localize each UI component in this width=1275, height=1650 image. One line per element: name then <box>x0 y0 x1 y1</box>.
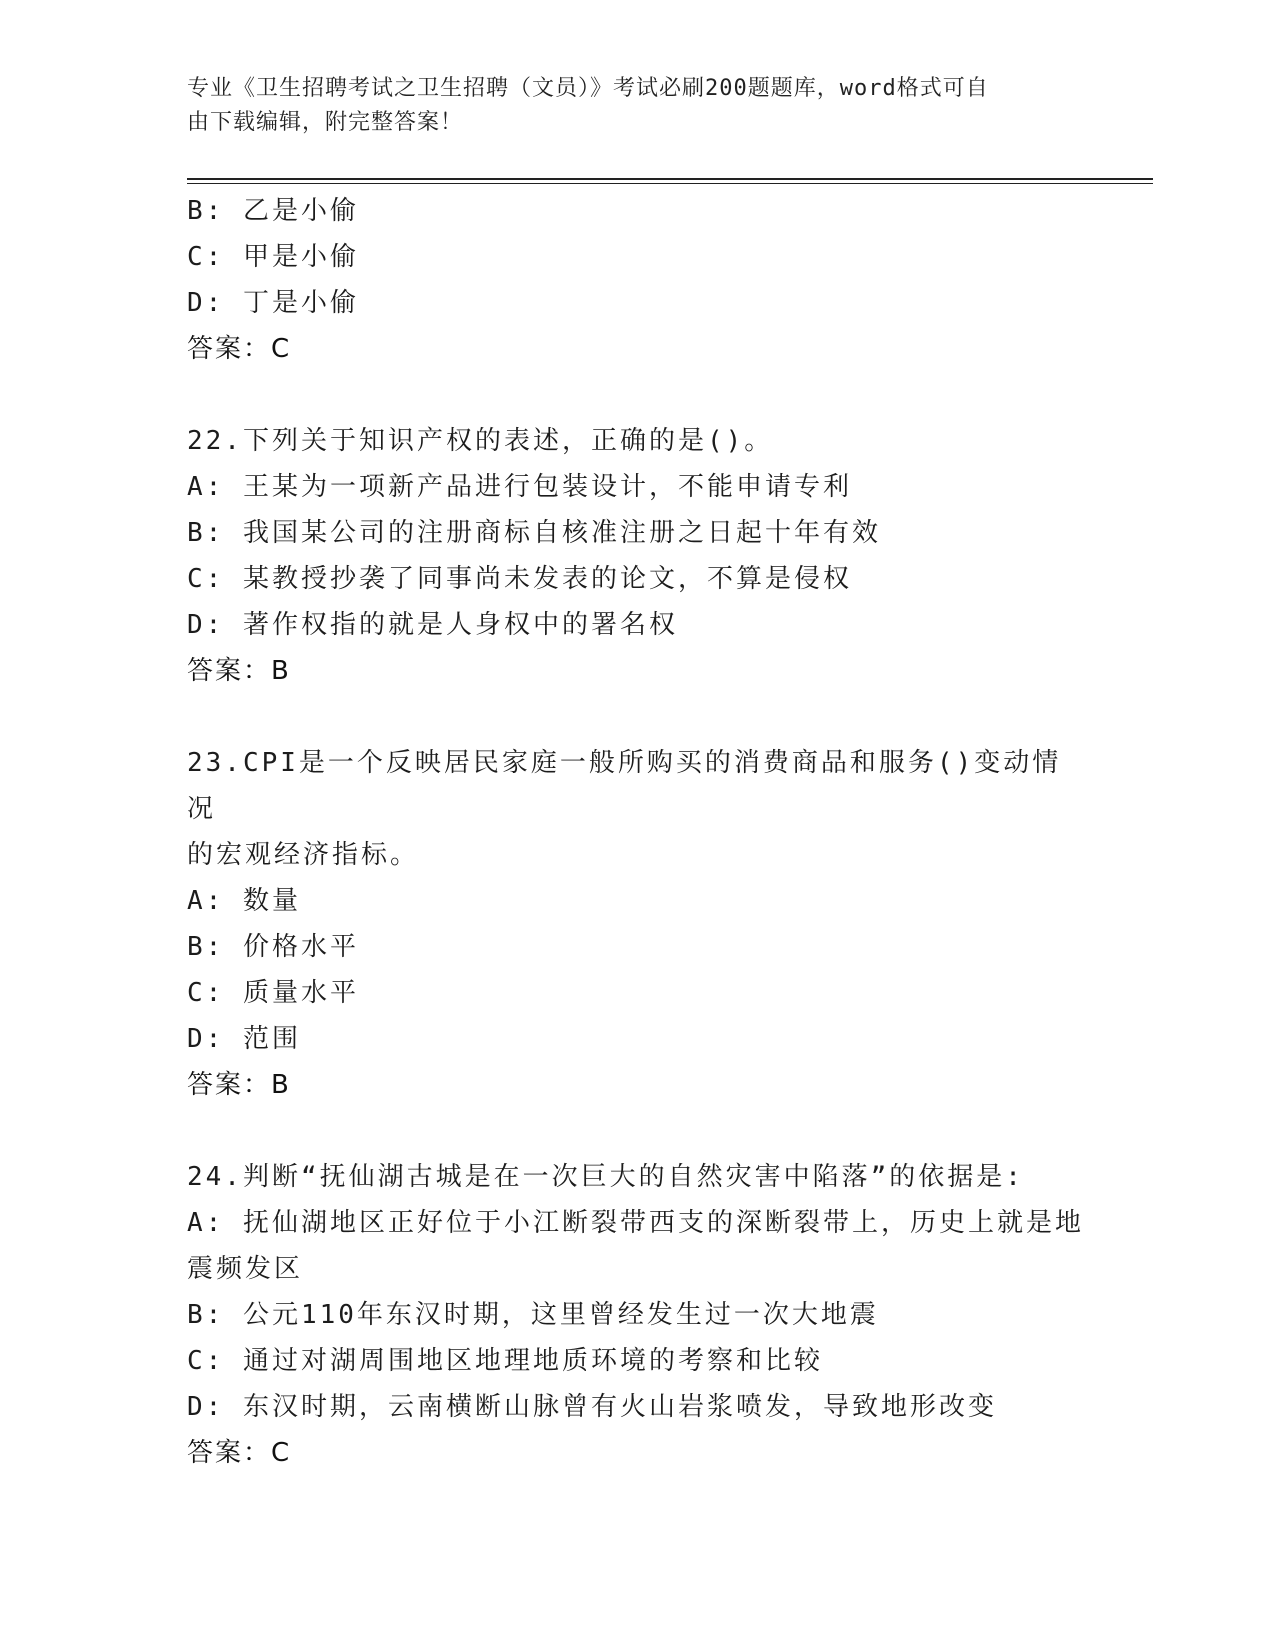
option-b: B: 我国某公司的注册商标自核准注册之日起十年有效 <box>187 518 881 548</box>
option-b: B: 乙是小偷 <box>187 196 359 226</box>
option-c: C: 质量水平 <box>187 978 359 1008</box>
option-a: A: 数量 <box>187 886 301 916</box>
question-stem-line-2: 的宏观经济指标。 <box>187 840 420 870</box>
option-a-line-1: A: 抚仙湖地区正好位于小江断裂带西支的深断裂带上，历史上就是地 <box>187 1208 1084 1238</box>
option-d: D: 著作权指的就是人身权中的署名权 <box>187 610 678 640</box>
option-a: A: 王某为一项新产品进行包装设计，不能申请专利 <box>187 472 852 502</box>
question-stem: 24.判断“抚仙湖古城是在一次巨大的自然灾害中陷落”的依据是: <box>187 1162 1024 1192</box>
question-list <box>187 188 1087 1476</box>
spacer <box>187 1108 1087 1154</box>
header-line-1: 专业《卫生招聘考试之卫生招聘（文员）》考试必刷200题题库，word格式可自 <box>187 76 989 101</box>
question-23 <box>187 740 1087 1108</box>
answer-label: 答案：C <box>187 334 292 364</box>
option-c: C: 通过对湖周围地区地理地质环境的考察和比较 <box>187 1346 823 1376</box>
option-a-line-2: 震频发区 <box>187 1254 304 1284</box>
question-stem-line-1: 23.CPI是一个反映居民家庭一般所购买的消费商品和服务()变动情况 <box>187 748 1062 824</box>
document-header <box>187 72 1067 140</box>
header-line-2: 由下载编辑，附完整答案！ <box>187 110 464 135</box>
option-d: D: 范围 <box>187 1024 301 1054</box>
spacer <box>187 372 1087 418</box>
header-divider <box>187 178 1153 184</box>
question-21-tail <box>187 188 1087 372</box>
option-d: D: 丁是小偷 <box>187 288 359 318</box>
spacer <box>187 694 1087 740</box>
option-d: D: 东汉时期，云南横断山脉曾有火山岩浆喷发，导致地形改变 <box>187 1392 997 1422</box>
question-stem: 22.下列关于知识产权的表述，正确的是()。 <box>187 426 774 456</box>
option-c: C: 甲是小偷 <box>187 242 359 272</box>
option-b: B: 公元110年东汉时期，这里曾经发生过一次大地震 <box>187 1300 879 1330</box>
answer-label: 答案：B <box>187 1070 291 1100</box>
answer-label: 答案：C <box>187 1438 292 1468</box>
answer-label: 答案：B <box>187 656 291 686</box>
question-22 <box>187 418 1087 694</box>
option-c: C: 某教授抄袭了同事尚未发表的论文，不算是侵权 <box>187 564 852 594</box>
option-b: B: 价格水平 <box>187 932 359 962</box>
question-24 <box>187 1154 1087 1476</box>
